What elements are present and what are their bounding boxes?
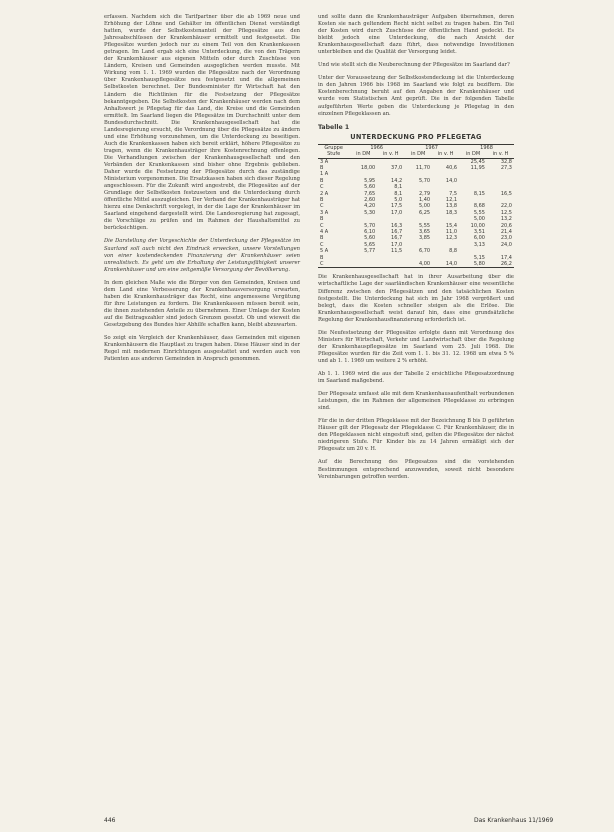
table-heading: UNTERDECKUNG PRO PFLEGETAG [350, 132, 482, 141]
paragraph: Die Krankenhausgesellschaft hat in ihrer Ausarbeitung über die wirtschaftliche Lage der saarländischen Krankenhäuser eine wesentliche Differenz zwischen den Pflegesätzen und den tatsächlichen Kosten festgestellt. Die Unterdeckung hat sich im Jahr 1968 vergrößert und belegt, dass die Kosten schneller steigen als die Erlöse. Die Krankenhausgesellschaft weist darauf hin, dass eine grundsätzliche Regelung der Krankenhausfinanzierung erforderlich ist. [318, 274, 514, 323]
table-cell-stufe: 2 A [320, 190, 329, 197]
table-cell-value: 11,5 [391, 248, 403, 255]
paragraph: So zeigt ein Vergleich der Krankenhäuser, dass Gemeinden mit eigenen Krankenhäusern die Hauptlast zu tragen haben. Diese Häuser sind in der Regel mit modernen Einrichtungen ausgestattet und werden auch von Patienten aus anderen Gemeinden in Anspruch genommen. [104, 335, 300, 363]
table-cell-value: 11,95 [470, 164, 485, 171]
right-column [318, 14, 514, 487]
table-cell-stufe: B [320, 216, 324, 223]
undercoverage-table [318, 144, 514, 269]
table-cell-value: 23,0 [500, 235, 512, 242]
table-cell-value: 7,5 [449, 190, 458, 197]
table-cell-value: 8,8 [449, 248, 458, 255]
paragraph: Die Darstellung der Vorgeschichte der Unterdeckung der Pflegesätze im Saarland soll auch nicht den Eindruck erwecken, unsere Vorstellungen von einer kostendeckenden Finanzierung der Krankenhäuser seien unrealistisch. Es geht um die Erhaltung der Leistungsfähigkeit unserer Krankenhäuser und um eine zeitgemäße Versorgung der Bevölkerung. [104, 238, 300, 273]
right-column-bottom-text [318, 274, 514, 480]
table-cell-value: 6,25 [418, 209, 431, 216]
left-column [104, 14, 300, 369]
table-cell-stufe: C [320, 203, 324, 210]
table-header-pct: in v. H [377, 151, 404, 158]
paragraph: und sollte dann die Krankenhausträger Aufgaben übernehmen, deren Kosten sie nach geltendem Recht nicht selbst zu tragen haben. Ein Teil der Kosten wird durch Zuschüsse der öffentlichen Hand gedeckt. Es bleibt jedoch eine Unterdeckung, die nach Ansicht der Krankenhausgesellschaft dazu führt, dass notwendige Investitionen unterbleiben und die Qualität der Versorgung leidet. [318, 14, 514, 56]
table-cell-stufe: C [320, 184, 324, 191]
table-header-dm: in DM [404, 151, 432, 158]
table-header-group: Gruppe [324, 144, 343, 151]
table-cell-value: 18,00 [360, 164, 376, 171]
table-cell-value: 5,15 [473, 254, 485, 261]
table-cell-value: 5,0 [394, 196, 403, 203]
table-cell-value: 6,10 [364, 228, 376, 235]
table-label: Tabelle 1 [318, 123, 350, 131]
table-cell-value: 21,4 [500, 228, 512, 235]
table-cell-value: 26,2 [500, 261, 512, 268]
table-cell-stufe: C [320, 222, 324, 229]
table-cell-value: 8,1 [394, 184, 403, 191]
table-cell-value: 20,6 [500, 222, 512, 229]
paragraph: Und wie stellt sich die Neuberechnung der Pflegesätze im Saarland dar? [318, 62, 510, 69]
table-cell-value: 16,5 [500, 190, 512, 197]
table-cell-value: 5,70 [364, 222, 376, 229]
table-cell-value: 5,55 [418, 222, 431, 229]
table-cell-value: 18,3 [445, 209, 458, 216]
table-header-dm: in DM [459, 151, 487, 158]
page-number: 446 [104, 817, 116, 824]
table-cell-value: 24,0 [500, 241, 512, 248]
table-cell-value: 37,0 [391, 164, 403, 171]
table-cell-value: 5,55 [473, 209, 485, 216]
table-header-pct: in v. H [432, 151, 459, 158]
table-cell-stufe: B [320, 164, 324, 171]
table-cell-value: 14,0 [445, 261, 458, 268]
table-cell-value: 13,2 [500, 216, 512, 223]
table-cell-value: 27,3 [500, 164, 512, 171]
table-cell-value: 12,3 [445, 235, 458, 242]
table-header-stufe: Stufe [318, 151, 349, 158]
table-row [318, 158, 514, 165]
table-header-pct: in v. H [487, 151, 514, 158]
table-cell-value [349, 158, 377, 165]
table-cell-value: 17,5 [391, 203, 403, 210]
table-cell-value: 8,15 [473, 190, 485, 197]
table-cell-value: 3,51 [473, 228, 485, 235]
table-cell-value: 17,0 [391, 241, 403, 248]
table-cell-value: 14,0 [445, 177, 458, 184]
table-cell-value: 6,00 [473, 235, 485, 242]
table-cell-value: 5,65 [364, 241, 376, 248]
table-cell-value: 16,3 [391, 222, 403, 229]
table-row [318, 261, 514, 268]
table-cell-value: 5,30 [364, 209, 376, 216]
table-cell-value: 8,68 [473, 203, 485, 210]
table-cell-value: 2,79 [418, 190, 431, 197]
table-cell-stufe: C [320, 261, 324, 268]
table-cell-value: 12,5 [500, 209, 512, 216]
table-cell-value: 40,6 [445, 164, 458, 171]
table-cell-value: 7,65 [364, 190, 376, 197]
table-cell-value [432, 158, 459, 165]
table-cell-value: 12,1 [445, 196, 458, 203]
table-cell-value: 4,20 [364, 203, 376, 210]
table-cell-value: 5,95 [364, 177, 376, 184]
table-header-year: 1968 [480, 144, 493, 151]
table-cell-stufe: C [320, 241, 324, 248]
table-cell-value: 14,2 [391, 177, 403, 184]
paragraph: In dem gleichen Maße wie die Bürger von den Gemeinden, Kreisen und dem Land eine Verbesserung der Krankenhausversorgung erwarten, haben die Krankenhausträger das Recht, eine angemessene Vergütung für ihre Leistungen zu fordern. Die Krankenkassen müssen bereit sein, die ihnen zustehenden Anteile zu übernehmen. Einer Umlage der Kosten auf die Beitragszahler sind jedoch Grenzen gesetzt. Ob und wieweit die Gesetzgebung des Bundes hier Abhilfe schaffen kann, bleibt abzuwarten. [104, 279, 300, 328]
table-cell-value: 25,45 [470, 158, 485, 165]
right-column-top-text [318, 14, 514, 118]
paragraph: Auf die Berechnung des Pflegesatzes sind die vorstehenden Bestimmungen entsprechend anzuwenden, soweit nicht besondere Vereinbarungen getroffen werden. [318, 459, 514, 480]
journal-issue: Das Krankenhaus 11/1969 [474, 817, 554, 824]
table-cell-value: 4,00 [418, 261, 431, 268]
table-cell-stufe: 3 A [320, 209, 329, 216]
table-cell-value [349, 261, 377, 268]
table-header-dm: in DM [349, 151, 377, 158]
table-cell-stufe: 5 A [320, 248, 329, 255]
table-cell-stufe: B [320, 177, 324, 184]
table-cell-value: 2,60 [364, 196, 376, 203]
table-cell-value: 3,65 [418, 228, 431, 235]
table-cell-value: 13,8 [445, 203, 458, 210]
table-cell-value: 16,7 [391, 228, 403, 235]
table-cell-stufe: 4 A [320, 228, 329, 235]
table-cell-stufe: B [320, 254, 324, 261]
paragraph: Der Pflegesatz umfasst alle mit dem Krankenhausaufenthalt verbundenen Leistungen, die im Rahmen der allgemeinen Pflegeklasse zu erbringen sind. [318, 391, 514, 412]
table-cell-value: 11,0 [445, 228, 458, 235]
paragraph: Unter der Voraussetzung der Selbstkostendeckung ist die Unterdeckung in den Jahren 1966 bis 1968 im Saarland wie folgt zu beziffern. Die Kostenberechnung beruht auf den Angaben der Krankenhäuser und wurde vom Statistischen Amt geprüft. Die in der folgenden Tabelle aufgeführten Werte geben die Unterdeckung je Pflegetag in den einzelnen Pflegeklassen an. [318, 75, 514, 117]
table-header-year: 1966 [370, 144, 384, 151]
table-cell-value: 3,13 [473, 241, 485, 248]
table-cell-value: 15,4 [445, 222, 458, 229]
table-cell-value: 3,85 [418, 235, 431, 242]
table-cell-value [404, 158, 432, 165]
table-cell-value: 17,4 [500, 254, 512, 261]
table-cell-value: 32,8 [500, 158, 512, 165]
table-cell-stufe: 3 A [320, 158, 329, 165]
table-cell-value: 6,70 [418, 248, 431, 255]
table-cell-value [377, 158, 404, 165]
table-cell-value: 1,40 [418, 196, 431, 203]
table-cell-stufe: 1 A [320, 171, 329, 178]
table-cell-value: 5,00 [473, 216, 485, 223]
paragraph: Die Neufestsetzung der Pflegesätze erfolgte dann mit Verordnung des Ministers für Wirtschaft, Verkehr und Landwirtschaft über die Regelung der Krankenhauspflegesätze im Saarland vom 25. Juli 1968. Die Pflegesätze wurden für die Zeit vom 1. 1. bis 31. 12. 1968 um etwa 5 % und ab 1. 1. 1969 um weitere 2 % erhöht. [318, 329, 514, 364]
table-cell-value: 5,70 [418, 177, 431, 184]
table-cell-value: 5,60 [364, 235, 376, 242]
table-cell-value: 11,70 [415, 164, 431, 171]
table-header-year: 1967 [425, 144, 438, 151]
table-cell-value: 5,80 [473, 261, 485, 268]
paragraph: erfassen. Nachdem sich die Tarifpartner über die ab 1969 neue und Erhöhung der Löhne und Gehälter im öffentlichen Dienst verständigt hatten, wurde der Selbstkostenanteil der Pflegesätze aus den Jahresabschlüssen der Krankenhäuser ermittelt und festgesetzt. Die Pflegesätze wurden jedoch nur zu einem Teil von den Krankenkassen getragen. Im Land ergab sich eine Unterdeckung, die von den Trägern der Krankenhäuser aus eigenen Mitteln oder durch Zuschüsse von Ländern, Kreisen und Gemeinden ausgeglichen werden musste. Mit Wirkung vom 1. 1. 1969 wurden die Pflegesätze nach der Verordnung über Krankenhauspflegesätze neu festgesetzt und die allgemeinen Selbstkosten berechnet. Der Bundesminister für Wirtschaft hat den Ländern die Richtlinien für die Festsetzung der Pflegesätze bekanntgegeben. Die Selbstkosten der Krankenhäuser werden nach dem Anhaltswert je Pflegetag für das Land, die Kreise und die Gemeinden ermittelt. Im Saarland liegen die Pflegesätze im Durchschnitt unter dem Bundesdurchschnitt. Die Krankenhausgesellschaft hat die Landesregierung ersucht, die Verordnung über die Pflegesätze zu ändern und eine Erhöhung vorzunehmen, um die Unterdeckung zu beseitigen. Auch die Krankenkassen haben sich bereit erklärt, höhere Pflegesätze zu tragen, wenn die Krankenhausträger ihre Kostenrechnung offenlegen. Die Verhandlungen zwischen der Krankenhausgesellschaft und den Verbänden der Krankenkassen sind bisher ohne Ergebnis geblieben. Daher wurde die Festsetzung der Pflegesätze durch das zuständige Ministerium vorgenommen. Die Ersatzkassen haben sich dieser Regelung angeschlossen. Für die Zukunft wird angestrebt, die Pflegesätze auf der Grundlage der Selbstkosten festzusetzen und die Unterdeckung durch öffentliche Mittel auszugleichen. Der Verband der Krankenhausträger hat hierzu eine Denkschrift vorgelegt, in der die Lage der Krankenhäuser im Saarland eingehend dargestellt wird. Die Landesregierung hat zugesagt, die Vorschläge zu prüfen und im Rahmen der Haushaltsmittel zu berücksichtigen. [104, 14, 300, 232]
table-cell-value: 10,00 [470, 222, 485, 229]
table-cell-value: 5,60 [364, 184, 376, 191]
table-cell-value: 5,77 [364, 248, 376, 255]
table-cell-value: 5,00 [418, 203, 431, 210]
table-cell-stufe: B [320, 235, 324, 242]
table-cell-value: 16,7 [391, 235, 403, 242]
paragraph: Ab 1. 1. 1969 wird die aus der Tabelle 2 ersichtliche Pflegesatzordnung im Saarland maßgebend. [318, 370, 514, 385]
table-cell-stufe: B [320, 196, 324, 203]
table-cell-value: 8,1 [394, 190, 403, 197]
table-cell-value: 17,0 [391, 209, 403, 216]
table-cell-value: 22,0 [500, 203, 512, 210]
table-cell-value [377, 261, 404, 268]
paragraph: Für die in der dritten Pflegeklasse mit der Bezeichnung B bis D geführten Häuser gilt der Pflegesatz der Pflegeklasse C. Für Krankenhäuser, die in den Pflegeklassen nicht eingestuft sind, gelten die Pflegesätze der nächst niedrigeren Stufe. Für Kinder bis zu 14 Jahren ermäßigt sich der Pflegesatz um 20 v. H. [318, 418, 514, 453]
